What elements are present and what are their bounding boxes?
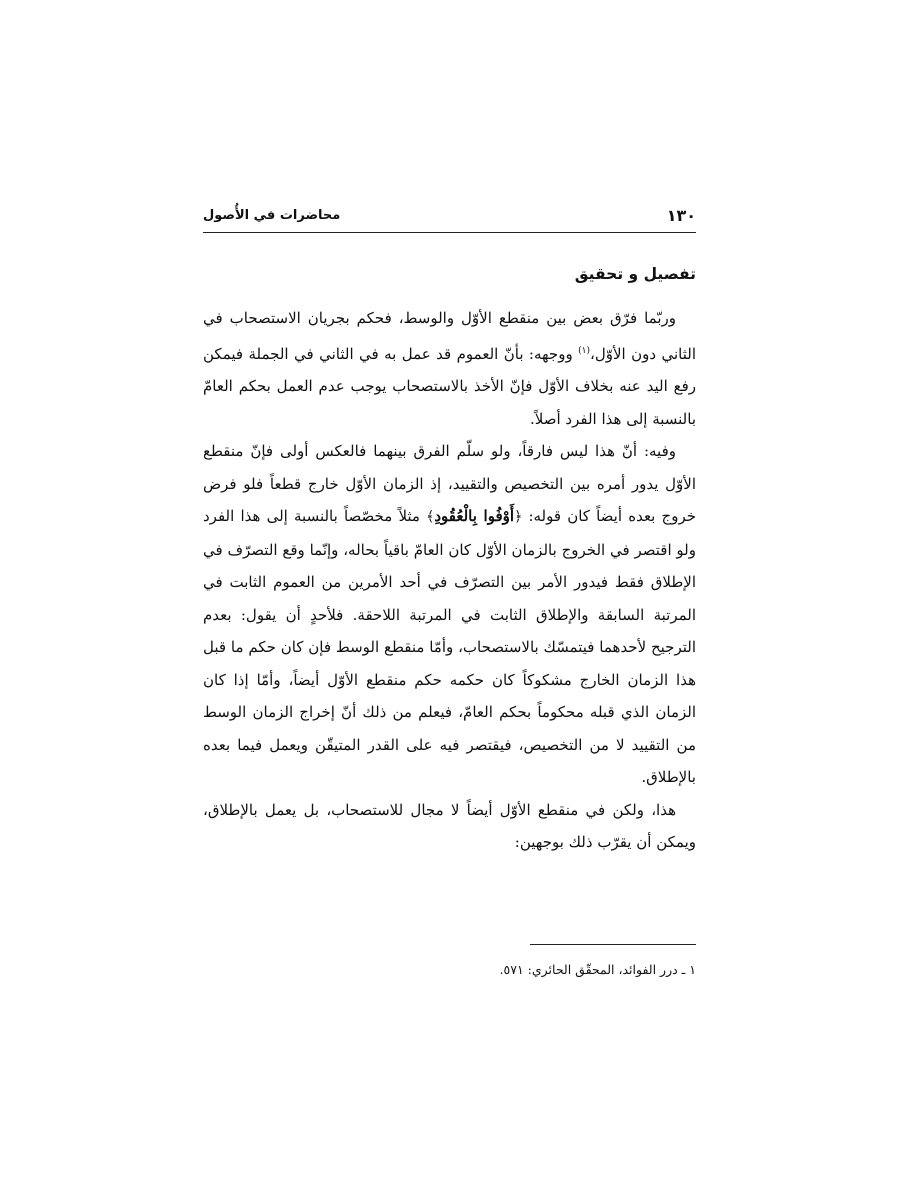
footnote-reference: (١) — [578, 345, 590, 356]
paragraph-1-text-a: وربّما فرّق بعض بين منقطع الأوّل والوسط، فحكم بجريان الاستصحاب في الثاني دون الأوّل، — [203, 309, 696, 363]
paragraph-2 — [203, 435, 696, 794]
quran-bracket-close: ﴾ — [426, 509, 435, 525]
paragraph-1 — [203, 302, 696, 435]
paragraph-1-text-b: ووجهه: بأنّ العموم قد عمل به في الثاني في الجملة فيمكن رفع اليد عنه بخلاف الأوّل فإنّ الأخذ بالاستصحاب يوجب عدم العمل بحكم العامّ بالنسبة إلى هذا الفرد أصلاً. — [203, 344, 696, 428]
quran-verse: أَوْفُوا بِالْعُقُودِ — [434, 507, 515, 525]
paragraph-3: هذا، ولكن في منقطع الأوّل أيضاً لا مجال للاستصحاب، بل يعمل بالإطلاق، ويمكن أن يقرّب ذلك بوجهين: — [203, 800, 696, 851]
footnote-1: ١ ـ درر الفوائد، المحقّق الحائري: ٥٧١. — [499, 962, 696, 977]
page-header — [203, 206, 696, 233]
paragraph-2-text-a: وفيه: أنّ هذا ليس فارقاً، ولو سلّم الفرق بينهما فالعكس أولى فإنّ منقطع الأوّل يدور أمره بين التخصيص والتقييد، إذ الزمان الأوّل خارج قطعاً فلو فرض خروج بعده أيضاً كان قوله: — [203, 442, 697, 525]
quran-bracket-open: ﴿ — [514, 509, 523, 525]
page-body — [203, 262, 696, 859]
running-title: محاضرات في الأُصول — [203, 208, 341, 223]
footnote-divider — [530, 944, 696, 945]
page-number: ١٣٠ — [666, 206, 696, 225]
paragraph-2-text-b: مثلاً مخصّصاً بالنسبة إلى هذا الفرد ولو اقتصر في الخروج بالزمان الأوّل كان العامّ باقياً بحاله، وإنّما وقع التصرّف في الإطلاق فقط فيدور الأمر بين التصرّف في أحد الأمرين من العموم الثابت في المرتبة السابقة والإطلاق الثابت في المرتبة اللاحقة. فلأحدٍ أن يقول: بعدم الترجيح لأحدهما فيتمسّك بالاستصحاب، وأمّا منقطع الوسط فإن كان حكم ما قبل هذا الزمان الخارج مشكوكاً كان حكمه حكم منقطع الأوّل أيضاً، وأمّا إذا كان الزمان الذي قبله محكوماً بحكم العامّ، فيعلم من ذلك أنّ إخراج الزمان الوسط من التقييد لا من التخصيص، فيقتصر فيه على القدر المتيقّن ويعمل فيما بعده بالإطلاق. — [203, 507, 696, 786]
section-heading: تفصيل و تحقيق — [574, 265, 696, 283]
